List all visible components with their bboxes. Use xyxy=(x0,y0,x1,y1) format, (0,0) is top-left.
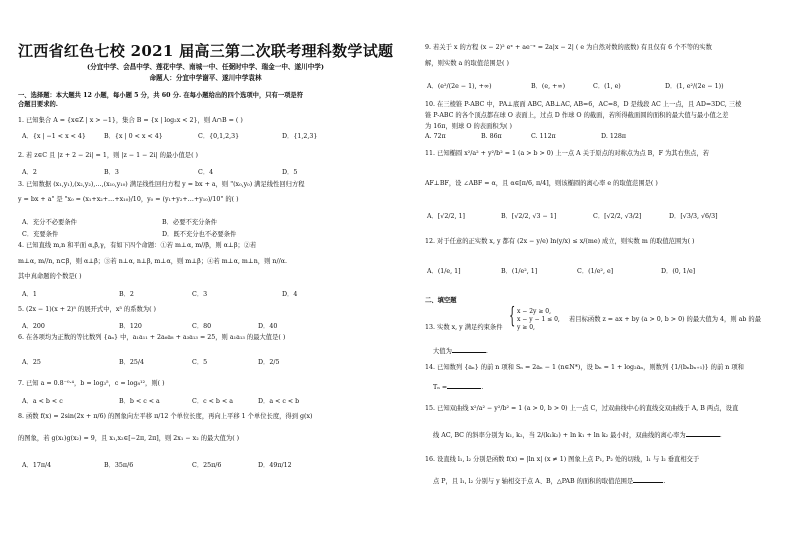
q13-tail: 大值为 xyxy=(433,348,452,355)
q6-option-c: C．5 xyxy=(192,359,208,366)
question-6: 6. 在各项均为正数的等比数列 {aₙ} 中，a₁a₁₁ + 2a₆a₈ + a₃a₁₃ = 25，则 a₁a₁₃ 的最大值是( ) xyxy=(18,334,286,341)
q9-option-c: C．(1, e) xyxy=(593,83,621,90)
q2-option-a: A．2 xyxy=(22,169,37,176)
q9-option-d: D．(1, e²/(2e − 1)) xyxy=(665,83,724,90)
question-14-line1: 14. 已知数列 {aₙ} 的前 n 项和 Sₙ = 2aₙ − 1 (n∈N*)，设 bₙ = 1 + log₂aₙ，则数列 {1/(bₙbₙ₊₁)} 的前 n 项和 xyxy=(425,364,744,371)
question-15-line1: 15. 已知双曲线 x²/a² − y²/b² = 1 (a > 0, b > 0) 上一点 C，过双曲线中心的直线交双曲线于 A, B 两点，设直 xyxy=(425,405,739,412)
q11-option-c: C．[√2/2, √3/2] xyxy=(593,213,642,220)
q12-option-a: A．(1/e, 1] xyxy=(427,268,461,275)
q13-constraint-3: y ≥ 0, xyxy=(517,324,535,331)
q6-option-d: D．2/5 xyxy=(258,359,280,366)
q1-option-c: C．{0,1,2,3} xyxy=(198,133,240,140)
q4-option-d: D．4 xyxy=(282,291,298,298)
question-4-line2: m⊥α, m//n, n⊂β，则 α⊥β；③若 n⊥α, n⊥β, m⊥α，则 m⊥β；④若 m⊥α, m⊥n，则 n//α. xyxy=(18,258,287,265)
q2-option-d: D．5 xyxy=(282,169,298,176)
q13-constraint-2: x − y − 1 ≤ 0, xyxy=(517,316,560,323)
q2-option-c: C．4 xyxy=(198,169,214,176)
question-7: 7. 已知 a = 0.8⁻⁰·⁴，b = log₃⁵，c = log₈¹²，则( ) xyxy=(18,380,165,387)
q3-option-c: C．充要条件 xyxy=(22,231,59,238)
q1-option-d: D．{1,2,3} xyxy=(282,133,318,140)
question-5: 5. (2x − 1)(x + 2)⁵ 的展开式中，x³ 的系数为( ) xyxy=(18,306,157,313)
q2-option-b: B．3 xyxy=(104,169,119,176)
q7-option-d: D．a < c < b xyxy=(258,398,300,405)
q14-answer-blank[interactable] xyxy=(447,382,481,389)
q10-option-c: C. 112π xyxy=(531,133,556,140)
q15-tail: 线 AC, BC 的斜率分别为 k₁, k₂，当 2/(k₁k₂) + ln k₁ + ln k₂ 最小时，双曲线的离心率为 xyxy=(433,432,686,439)
q12-option-c: C．(1/e², e] xyxy=(577,268,614,275)
q1-option-b: B．{x | 0 < x < 4} xyxy=(104,133,163,140)
q6-option-a: A．25 xyxy=(22,359,41,366)
q8-option-b: B．35π/6 xyxy=(104,462,134,469)
q11-option-d: D．[√3/3, √6/3] xyxy=(669,213,718,220)
question-13-line2: 若目标函数 z = ax + by (a > 0, b > 0) 的最大值为 4，则 ab 的最 xyxy=(569,316,761,323)
q5-option-a: A．200 xyxy=(22,323,45,330)
question-4-line3: 其中真命题的个数是( ) xyxy=(18,273,82,280)
q15-answer-blank[interactable] xyxy=(686,430,720,437)
q8-option-d: D．49π/12 xyxy=(258,462,292,469)
question-13-line3: 大值为 . xyxy=(433,348,488,355)
question-4-line1: 4. 已知直线 m,n 和平面 α,β,γ，有如下四个命题：①若 m⊥α, m//β，则 α⊥β；②若 xyxy=(18,242,257,249)
q9-option-b: B．(e, +∞) xyxy=(531,83,566,90)
question-10-line2: 锥 P-ABC 的各个顶点都在球 O 表面上，过点 D 作球 O 的截面，若所得截面圆的面积的最大值与最小值之差 xyxy=(425,112,729,119)
q3-option-d: D．既不充分也不必要条件 xyxy=(162,231,237,238)
question-11-line1: 11. 已知椭圆 x²/a² + y²/b² = 1 (a > b > 0) 上一点 A 关于原点的对称点为点 B，F 为其右焦点，若 xyxy=(425,150,710,157)
q7-option-a: A．a < b < c xyxy=(22,398,63,405)
q12-option-b: B．(1/e², 1] xyxy=(501,268,538,275)
q3-option-b: B．必要不充分条件 xyxy=(162,219,218,226)
q7-option-b: B．b < c < a xyxy=(119,398,160,405)
question-10-line1: 10. 在三棱锥 P-ABC 中，PA⊥底面 ABC, AB⊥AC, AB=6，AC=8，D 是线段 AC 上一点，且 AD=3DC, 三棱 xyxy=(425,101,742,108)
q6-option-b: B．25/4 xyxy=(119,359,145,366)
q4-option-a: A．1 xyxy=(22,291,37,298)
q14-tail: Tₙ = xyxy=(433,384,448,391)
q11-option-b: B．[√2/2, √3 − 1] xyxy=(501,213,557,220)
q5-option-b: B．120 xyxy=(119,323,142,330)
q5-option-d: D．40 xyxy=(258,323,278,330)
q5-option-c: C．80 xyxy=(192,323,212,330)
q13-answer-blank[interactable] xyxy=(452,346,486,353)
q4-option-c: C．3 xyxy=(192,291,208,298)
q13-brace: { xyxy=(509,304,516,329)
question-1: 1. 已知集合 A = {x∈Z | x > −1}，集合 B = {x | log₂x < 2}，则 A∩B = ( ) xyxy=(18,117,243,124)
q7-option-c: C．c < b < a xyxy=(192,398,233,405)
q13-constraint-1: x − 2y ≥ 0, xyxy=(517,308,551,315)
q16-tail: 点 P，且 l₁, l₂ 分别与 y 轴相交于点 A、B，△PAB 的面积的取值范围是 xyxy=(433,478,634,485)
q3-option-a: A．充分不必要条件 xyxy=(22,219,77,226)
q8-option-a: A．17π/4 xyxy=(22,462,52,469)
question-3-line2: y = bx + a" 是 "x₀ = (x₁+x₂+…+x₁₀)/10，y₀ = (y₁+y₂+…+y₁₀)/10" 的( ) xyxy=(18,196,239,203)
question-2: 2. 若 z∈C 且 |z + 2 − 2i| = 1，则 |z − 1 − 2i| 的最小值是( ) xyxy=(18,152,198,159)
question-12: 12. 对于任意的正实数 x, y 都有 (2x − y/e) ln(y/x) ≤ x/(me) 成立，则实数 m 的取值范围为( ) xyxy=(425,238,695,245)
question-16-line1: 16. 设直线 l₁, l₂ 分别是函数 f(x) = |ln x| (x ≠ 1) 图象上点 P₁, P₂ 处的切线，l₁ 与 l₂ 垂直相交于 xyxy=(425,456,700,463)
section-1-heading-cont: 合题目要求的. xyxy=(18,101,58,108)
q12-option-d: D．(0, 1/e] xyxy=(661,268,696,275)
question-10-line3: 为 16π，则球 O 的表面积为( ) xyxy=(425,123,512,130)
question-9-line1: 9. 若关于 x 的方程 (x − 2)² eˣ + ae⁻ˣ = 2a|x − 2| ( e 为自然对数的底数) 有且仅有 6 个不等的实数 xyxy=(425,44,712,51)
authors-line: 命题人：分宜中学谢平、遂川中学袁林 xyxy=(149,74,262,82)
exam-title: 江西省红色七校 2021 届高三第二次联考理科数学试题 xyxy=(18,42,394,60)
question-8-line1: 8. 函数 f(x) = 2sin(2x + π/6) 的图象向左平移 π/12 个单位长度，再向上平移 1 个单位长度，得到 g(x) xyxy=(18,413,313,420)
question-16-line2: 点 P，且 l₁, l₂ 分别与 y 轴相交于点 A、B，△PAB 的面积的取值范围是 . xyxy=(433,478,666,485)
q11-option-a: A．[√2/2, 1] xyxy=(427,213,465,220)
q10-option-a: A. 72π xyxy=(425,133,446,140)
question-14-line2: Tₙ = . xyxy=(433,384,484,391)
q16-answer-blank[interactable] xyxy=(633,476,663,483)
q9-option-a: A．(e²/(2e − 1), +∞) xyxy=(427,83,492,90)
question-8-line2: 的图象，若 g(x₁)g(x₂) = 9，且 x₁,x₂∈[−2π, 2π]，则 2x₁ − x₂ 的最大值为( ) xyxy=(18,435,240,442)
question-11-line2: AF⊥BF，设 ∠ABF = α，且 α∈[π/6, π/4]，则该椭圆的离心率 e 的取值范围是( ) xyxy=(425,180,658,187)
q10-option-b: B. 86π xyxy=(481,133,502,140)
section-1-heading: 一、选择题：本大题共 12 小题，每小题 5 分，共 60 分. 在每小题给出的四个选项中，只有一项是符 xyxy=(18,92,304,99)
q1-option-a: A．{x | −1 < x < 4} xyxy=(22,133,86,140)
q4-option-b: B．2 xyxy=(119,291,134,298)
schools-line: (分宜中学、会昌中学、莲花中学、南城一中、任弼时中学、瑞金一中、遂川中学) xyxy=(86,63,325,71)
question-9-line2: 解，则实数 a 的取值范围是( ) xyxy=(425,60,509,67)
section-2-heading: 二、填空题 xyxy=(425,297,457,304)
q8-option-c: C．25π/6 xyxy=(192,462,222,469)
question-15-line2: 线 AC, BC 的斜率分别为 k₁, k₂，当 2/(k₁k₂) + ln k₁ + ln k₂ 最小时，双曲线的离心率为 . xyxy=(433,432,722,439)
question-13-line1: 13. 实数 x, y 满足约束条件 xyxy=(425,324,503,331)
q10-option-d: D. 128π xyxy=(601,133,626,140)
question-3-line1: 3. 已知数据 (x₁,y₁),(x₂,y₂),…,(x₁₀,y₁₀) 满足线性回归方程 y = bx + a，则 "(x₀,y₀) 满足线性回归方程 xyxy=(18,181,305,188)
